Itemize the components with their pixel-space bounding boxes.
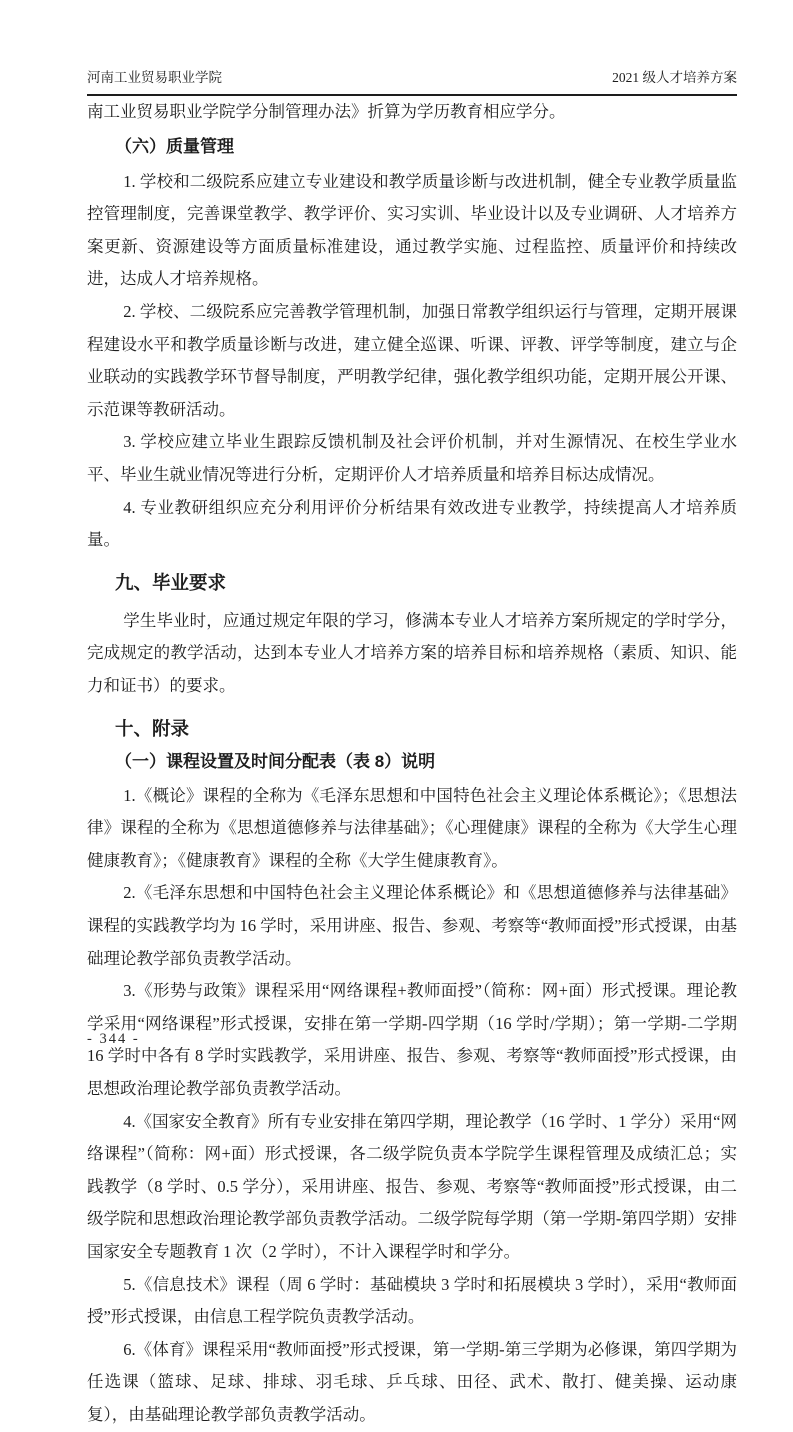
course-note-item-2: 2.《毛泽东思想和中国特色社会主义理论体系概论》和《思想道德修养与法律基础》课程的实践教学均为 16 学时，采用讲座、报告、参观、考察等“教师面授”形式授课，由基础理论教学部负责教学活动。 [87,883,737,968]
intro-continuation-paragraph: 南工业贸易职业学院学分制管理办法》折算为学历教育相应学分。 [87,101,566,121]
header-plan-title: 2021 级人才培养方案 [612,70,737,85]
quality-item-3: 3. 学校应建立毕业生跟踪反馈机制及社会评价机制，并对生源情况、在校生学业水平、毕业生就业情况等进行分析，定期评价人才培养质量和培养目标达成情况。 [87,432,737,484]
heading-course-table-note: （一）课程设置及时间分配表（表 8）说明 [115,751,436,771]
quality-item-4: 4. 专业教研组织应充分利用评价分析结果有效改进专业教学，持续提高人才培养质量。 [87,497,737,550]
document-body [87,96,737,1432]
course-note-item-3: 3.《形势与政策》课程采用“网络课程+教师面授”（简称：网+面）形式授课。理论教学采用“网络课程”形式授课，安排在第一学期-四学期（16 学时/学期）；第一学期-二学期 16 学时中各有 8 学时实践教学，采用讲座、报告、参观、考察等“教师面授”形式授课，由思想政治理论教学部负责教学活动。 [87,981,737,1098]
header-school-name: 河南工业贸易职业学院 [87,70,222,85]
heading-quality-management: （六）质量管理 [115,137,234,157]
quality-item-2: 2. 学校、二级院系应完善教学管理机制，加强日常教学组织运行与管理，定期开展课程建设水平和教学质量诊断与改进，建立健全巡课、听课、评教、评学等制度，建立与企业联动的实践教学环节督导制度，严明教学纪律，强化教学组织功能，定期开展公开课、示范课等教研活动。 [87,301,737,419]
heading-appendix: 十、附录 [115,717,190,739]
course-note-item-6: 6.《体育》课程采用“教师面授”形式授课，第一学期-第三学期为必修课，第四学期为任选课（篮球、足球、排球、羽毛球、乒乓球、田径、武术、散打、健美操、运动康复），由基础理论教学部负责教学活动。 [87,1339,737,1424]
graduation-paragraph: 学生毕业时，应通过规定年限的学习，修满本专业人才培养方案所规定的学时学分，完成规定的教学活动，达到本专业人才培养方案的培养目标和培养规格（素质、知识、能力和证书）的要求。 [87,610,737,695]
course-note-item-4: 4.《国家安全教育》所有专业安排在第四学期，理论教学（16 学时、1 学分）采用“网络课程”（简称：网+面）形式授课，各二级学院负责本学院学生课程管理及成绩汇总；实践教学（8 学时、0.5 学分），采用讲座、报告、参观、考察等“教师面授”形式授课，由二级学院和思想政治理论教学部负责教学活动。二级学院每学期（第一学期-第四学期）安排国家安全专题教育 1 次（2 学时），不计入课程学时和学分。 [87,1111,737,1261]
heading-graduation-requirements: 九、毕业要求 [115,571,227,593]
course-note-item-1: 1.《概论》课程的全称为《毛泽东思想和中国特色社会主义理论体系概论》；《思想法律》课程的全称为《思想道德修养与法律基础》；《心理健康》课程的全称为《大学生心理健康教育》；《健康教育》课程的全称《大学生健康教育》。 [87,785,737,870]
course-note-item-5: 5.《信息技术》课程（周 6 学时：基础模块 3 学时和拓展模块 3 学时），采用“教师面授”形式授课，由信息工程学院负责教学活动。 [87,1274,737,1327]
page-number: - 344 - [87,1031,140,1047]
page-content [87,70,737,1432]
page-header [87,70,737,96]
quality-item-1: 1. 学校和二级院系应建立专业建设和教学质量诊断与改进机制，健全专业教学质量监控管理制度，完善课堂教学、教学评价、实习实训、毕业设计以及专业调研、人才培养方案更新、资源建设等方面质量标准建设，通过教学实施、过程监控、质量评价和持续改进，达成人才培养规格。 [87,171,737,289]
